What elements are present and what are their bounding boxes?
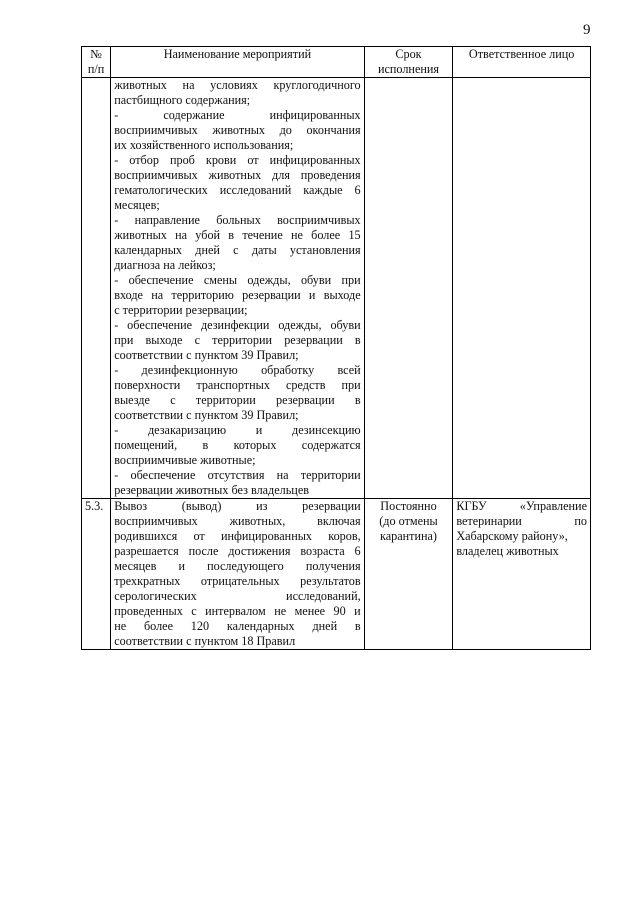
text-line: владелец животных xyxy=(456,544,559,558)
header-term: Срок исполнения xyxy=(364,47,453,78)
cell-continued-measures xyxy=(111,78,364,499)
text-line: при выходе с территории резервации в xyxy=(114,333,361,347)
text-line: ветеринарии по xyxy=(456,514,587,528)
measures-table xyxy=(81,46,591,650)
table-header-row xyxy=(82,47,591,78)
header-responsible: Ответственное лицо xyxy=(453,47,591,78)
text-line: восприимчивые животные; xyxy=(114,453,256,467)
table-row-5-3 xyxy=(82,499,591,650)
cell-term-empty xyxy=(364,78,453,499)
text-line: их хозяйственного использования; xyxy=(114,138,294,152)
text-line: соответствии с пунктом 39 Правил; xyxy=(114,348,299,362)
text-line: диагноза на лейкоз; xyxy=(114,258,216,272)
text-line: животных на убой в течение не более 15 xyxy=(114,228,361,242)
text-line: помещений, в которых содержатся xyxy=(114,438,361,452)
text-line: (до отмены xyxy=(379,514,438,528)
text-line: животных на условиях круглогодичного xyxy=(114,78,361,92)
text-line: - отбор проб крови от инфицированных xyxy=(114,153,361,167)
table-row-continued xyxy=(82,78,591,499)
text-line: - обеспечение отсутствия на территории xyxy=(114,468,361,482)
text-line: родившихся от инфицированных коров, xyxy=(114,529,361,543)
cell-num-empty xyxy=(82,78,111,499)
text-line: карантина) xyxy=(379,529,437,543)
header-num: № п/п xyxy=(82,47,111,78)
text-line: месяцев; xyxy=(114,198,160,212)
text-line: календарных дней с даты установления xyxy=(114,243,361,257)
text-line: КГБУ «Управление xyxy=(456,499,587,513)
text-line: - содержание инфицированных xyxy=(114,108,361,122)
text-line: - дезакаризацию и дезинсекцию xyxy=(114,423,361,437)
text-line: серологических исследований, xyxy=(114,589,361,603)
text-line: восприимчивых животных, включая xyxy=(114,514,361,528)
text-line: с территории резервации; xyxy=(114,303,248,317)
text-line: поверхности транспортных средств при xyxy=(114,378,361,392)
text-line: - обеспечение смены одежды, обуви при xyxy=(114,273,361,287)
text-line: пастбищного содержания; xyxy=(114,93,251,107)
cell-num-5-3: 5.3. xyxy=(82,499,111,650)
text-line: резервации животных без владельцев xyxy=(114,483,309,497)
cell-responsible-5-3 xyxy=(453,499,591,650)
text-line: не более 120 календарных дней в xyxy=(114,619,361,633)
text-line: восприимчивых животных для проведения xyxy=(114,168,361,182)
cell-name-5-3 xyxy=(111,499,364,650)
text-line: входе на территорию резервации и выходе xyxy=(114,288,361,302)
text-line: - дезинфекционную обработку всей xyxy=(114,363,361,377)
text-line: гематологических исследований каждые 6 xyxy=(114,183,361,197)
text-line: трехкратных отрицательных результатов xyxy=(114,574,361,588)
header-name: Наименование мероприятий xyxy=(111,47,364,78)
text-line: Постоянно xyxy=(380,499,437,513)
text-line: восприимчивых животных до окончания xyxy=(114,123,361,137)
text-line: проведенных с интервалом не менее 90 и xyxy=(114,604,361,618)
cell-term-5-3 xyxy=(364,499,453,650)
text-line: соответствии с пунктом 18 Правил xyxy=(114,634,296,648)
text-line: - обеспечение дезинфекции одежды, обуви xyxy=(114,318,361,332)
cell-responsible-empty xyxy=(453,78,591,499)
page-number: 9 xyxy=(583,22,591,38)
text-line: Хабарскому району», xyxy=(456,529,568,543)
text-line: разрешается после достижения возраста 6 xyxy=(114,544,361,558)
text-line: выезде с территории резервации в xyxy=(114,393,361,407)
text-line: месяцев и последующего получения xyxy=(114,559,361,573)
text-line: - направление больных восприимчивых xyxy=(114,213,361,227)
text-line: Вывоз (вывод) из резервации xyxy=(114,499,361,513)
text-line: соответствии с пунктом 39 Правил; xyxy=(114,408,299,422)
